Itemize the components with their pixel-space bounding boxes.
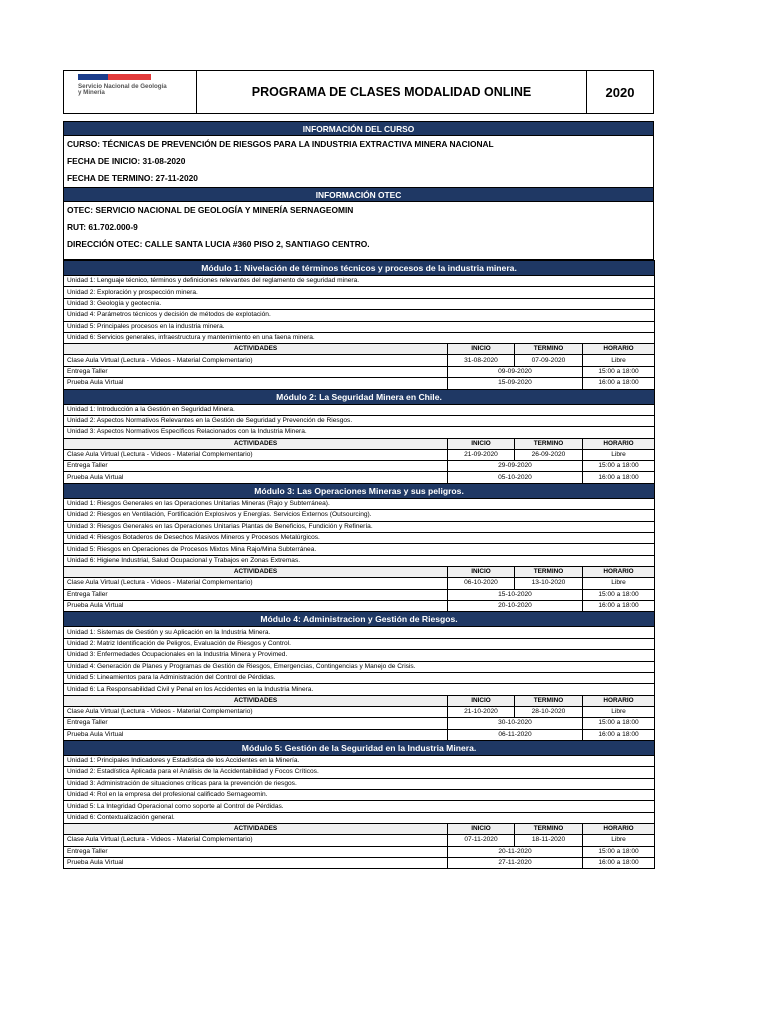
unit-row: [64, 544, 655, 555]
activities-header-row: [64, 695, 655, 706]
activity-schedule: 15:00 a 18:00: [583, 718, 655, 729]
unit-row: [64, 298, 655, 309]
module-header-row: [64, 483, 655, 498]
unit-text: Unidad 1: Riesgos Generales en las Operaciones Unitarias Mineras (Rajo y Subterránea).: [64, 498, 655, 509]
unit-text: Unidad 6: Contextualización general.: [64, 812, 655, 823]
activity-end: 13-10-2020: [515, 578, 583, 589]
unit-text: Unidad 2: Riesgos en Ventilación, Fortificación Explosivos y Energías. Servicios Externos (Outsourcing).: [64, 510, 655, 521]
column-termino: TERMINO: [515, 695, 583, 706]
unit-row: [64, 521, 655, 532]
activity-row: [64, 706, 655, 717]
column-horario: HORARIO: [583, 824, 655, 835]
activity-row: [64, 858, 655, 869]
column-horario: HORARIO: [583, 695, 655, 706]
modules-table: [63, 260, 655, 869]
unit-text: Unidad 1: Sistemas de Gestión y su Aplicación en la Industria Minera.: [64, 627, 655, 638]
module-header-row: [64, 389, 655, 404]
logo-red-bar: [108, 74, 151, 80]
activity-name: Entrega Taller: [64, 846, 448, 857]
activity-name: Prueba Aula Virtual: [64, 600, 448, 611]
document-header: [63, 70, 654, 114]
activity-name: Clase Aula Virtual (Lectura - Videos - Material Complementario): [64, 835, 448, 846]
activity-row: [64, 846, 655, 857]
activity-row: [64, 600, 655, 611]
unit-text: Unidad 6: Higiene Industrial, Salud Ocupacional y Trabajos en Zonas Extremas.: [64, 555, 655, 566]
activity-end: 28-10-2020: [515, 706, 583, 717]
activity-start: 07-11-2020: [448, 835, 515, 846]
unit-text: Unidad 3: Enfermedades Ocupacionales en la Industria Minera y Provimed.: [64, 650, 655, 661]
unit-row: [64, 801, 655, 812]
activity-row: [64, 355, 655, 366]
course-info-table: [63, 121, 654, 260]
unit-text: Unidad 2: Exploración y prospección minera.: [64, 287, 655, 298]
column-inicio: INICIO: [448, 438, 515, 449]
otec-rut: RUT: 61.702.000-9: [64, 219, 654, 236]
activity-row: [64, 578, 655, 589]
otec-section-title: INFORMACIÓN OTEC: [64, 188, 654, 202]
course-name: CURSO: TÉCNICAS DE PREVENCIÓN DE RIESGOS PARA LA INDUSTRIA EXTRACTIVA MINERA NACIONAL: [64, 136, 654, 154]
module-header-row: [64, 612, 655, 627]
unit-row: [64, 404, 655, 415]
activity-name: Entrega Taller: [64, 461, 448, 472]
activity-name: Prueba Aula Virtual: [64, 729, 448, 740]
document-title: PROGRAMA DE CLASES MODALIDAD ONLINE: [197, 71, 587, 113]
column-horario: HORARIO: [583, 344, 655, 355]
unit-row: [64, 287, 655, 298]
activity-row: [64, 589, 655, 600]
activity-name: Clase Aula Virtual (Lectura - Videos - Material Complementario): [64, 355, 448, 366]
activity-date: 15-09-2020: [448, 378, 583, 389]
unit-row: [64, 627, 655, 638]
unit-text: Unidad 5: Principales procesos en la industria minera.: [64, 321, 655, 332]
unit-text: Unidad 5: La Integridad Operacional como soporte al Control de Pérdidas.: [64, 801, 655, 812]
activity-name: Prueba Aula Virtual: [64, 858, 448, 869]
unit-row: [64, 755, 655, 766]
activity-schedule: 16:00 a 18:00: [583, 600, 655, 611]
activity-end: 26-09-2020: [515, 449, 583, 460]
otec-name: OTEC: SERVICIO NACIONAL DE GEOLOGÍA Y MINERÍA SERNAGEOMIN: [64, 202, 654, 220]
activity-row: [64, 835, 655, 846]
activity-end: 18-11-2020: [515, 835, 583, 846]
activity-schedule: Libre: [583, 355, 655, 366]
activity-date: 20-11-2020: [448, 846, 583, 857]
unit-text: Unidad 2: Estadística Aplicada para el Análisis de la Accidentabilidad y Focos Críticos.: [64, 767, 655, 778]
activity-schedule: Libre: [583, 449, 655, 460]
unit-row: [64, 672, 655, 683]
activity-name: Entrega Taller: [64, 718, 448, 729]
activity-name: Clase Aula Virtual (Lectura - Videos - Material Complementario): [64, 706, 448, 717]
unit-text: Unidad 3: Geología y geotecnia.: [64, 298, 655, 309]
unit-text: Unidad 4: Parámetros técnicos y decisión de métodos de explotación.: [64, 310, 655, 321]
unit-text: Unidad 5: Lineamientos para la Administración del Control de Pérdidas.: [64, 672, 655, 683]
activity-schedule: 15:00 a 18:00: [583, 846, 655, 857]
column-actividades: ACTIVIDADES: [64, 567, 448, 578]
activity-name: Clase Aula Virtual (Lectura - Videos - Material Complementario): [64, 449, 448, 460]
unit-row: [64, 276, 655, 287]
activities-header-row: [64, 567, 655, 578]
module-header-row: [64, 261, 655, 276]
unit-text: Unidad 6: La Responsabilidad Civil y Penal en los Accidentes en la Industria Minera.: [64, 684, 655, 695]
activity-date: 06-11-2020: [448, 729, 583, 740]
unit-text: Unidad 5: Riesgos en Operaciones de Procesos Mixtos Mina Rajo/Mina Subterránea.: [64, 544, 655, 555]
activities-header-row: [64, 824, 655, 835]
column-actividades: ACTIVIDADES: [64, 438, 448, 449]
activity-schedule: 15:00 a 18:00: [583, 366, 655, 377]
column-horario: HORARIO: [583, 567, 655, 578]
column-actividades: ACTIVIDADES: [64, 695, 448, 706]
activity-date: 09-09-2020: [448, 366, 583, 377]
activity-schedule: Libre: [583, 578, 655, 589]
unit-text: Unidad 6: Servicios generales, infraestructura y mantenimiento en una faena minera.: [64, 332, 655, 343]
activity-schedule: 15:00 a 18:00: [583, 461, 655, 472]
activity-name: Prueba Aula Virtual: [64, 472, 448, 483]
sernageomin-logo: [64, 71, 197, 113]
otec-address: DIRECCIÓN OTEC: CALLE SANTA LUCIA #360 PISO 2, SANTIAGO CENTRO.: [64, 236, 654, 253]
unit-text: Unidad 2: Aspectos Normativos Relevantes en la Gestión de Seguridad y Prevención de Riesgos.: [64, 415, 655, 426]
document-year: 2020: [605, 84, 635, 100]
column-termino: TERMINO: [515, 344, 583, 355]
unit-row: [64, 661, 655, 672]
column-inicio: INICIO: [448, 344, 515, 355]
activity-start: 21-10-2020: [448, 706, 515, 717]
activity-row: [64, 449, 655, 460]
activity-row: [64, 718, 655, 729]
unit-text: Unidad 4: Riesgos Botaderos de Desechos Masivos Mineros y Procesos Metalúrgicos.: [64, 533, 655, 544]
activity-schedule: Libre: [583, 835, 655, 846]
activity-date: 20-10-2020: [448, 600, 583, 611]
column-actividades: ACTIVIDADES: [64, 824, 448, 835]
unit-text: Unidad 3: Riesgos Generales en las Operaciones Unitarias Plantas de Beneficios, Fundición y Refinería.: [64, 521, 655, 532]
unit-text: Unidad 2: Matriz Identificación de Peligros, Evaluación de Riesgos y Control.: [64, 638, 655, 649]
column-inicio: INICIO: [448, 824, 515, 835]
unit-row: [64, 790, 655, 801]
activity-start: 06-10-2020: [448, 578, 515, 589]
unit-row: [64, 533, 655, 544]
activity-name: Entrega Taller: [64, 366, 448, 377]
activity-row: [64, 472, 655, 483]
activity-date: 27-11-2020: [448, 858, 583, 869]
activity-name: Prueba Aula Virtual: [64, 378, 448, 389]
column-termino: TERMINO: [515, 438, 583, 449]
unit-row: [64, 427, 655, 438]
unit-text: Unidad 4: Generación de Planes y Programas de Gestión de Riesgos, Emergencias, Contingencias y Manejo de Crisis.: [64, 661, 655, 672]
activity-schedule: Libre: [583, 706, 655, 717]
activity-schedule: 16:00 a 18:00: [583, 858, 655, 869]
module-title: Módulo 4: Administracion y Gestión de Riesgos.: [64, 612, 655, 627]
activity-date: 29-09-2020: [448, 461, 583, 472]
module-title: Módulo 2: La Seguridad Minera en Chile.: [64, 389, 655, 404]
unit-row: [64, 555, 655, 566]
unit-row: [64, 812, 655, 823]
unit-row: [64, 778, 655, 789]
activity-row: [64, 461, 655, 472]
activity-end: 07-09-2020: [515, 355, 583, 366]
unit-row: [64, 638, 655, 649]
unit-text: Unidad 1: Lenguaje técnico, términos y definiciones relevantes del reglamento de seguridad minera.: [64, 276, 655, 287]
column-inicio: INICIO: [448, 567, 515, 578]
activity-name: Clase Aula Virtual (Lectura - Videos - Material Complementario): [64, 578, 448, 589]
activity-date: 15-10-2020: [448, 589, 583, 600]
unit-text: Unidad 1: Introducción a la Gestión en Seguridad Minera.: [64, 404, 655, 415]
column-actividades: ACTIVIDADES: [64, 344, 448, 355]
activity-start: 31-08-2020: [448, 355, 515, 366]
activity-date: 30-10-2020: [448, 718, 583, 729]
activity-date: 05-10-2020: [448, 472, 583, 483]
activity-schedule: 16:00 a 18:00: [583, 729, 655, 740]
column-horario: HORARIO: [583, 438, 655, 449]
unit-text: Unidad 1: Principales Indicadores y Estadística de los Accidentes en la Minería.: [64, 755, 655, 766]
column-termino: TERMINO: [515, 567, 583, 578]
unit-row: [64, 332, 655, 343]
activities-header-row: [64, 438, 655, 449]
module-title: Módulo 1: Nivelación de términos técnicos y procesos de la industria minera.: [64, 261, 655, 276]
unit-row: [64, 650, 655, 661]
course-start-date: FECHA DE INICIO: 31-08-2020: [64, 153, 654, 170]
activity-schedule: 16:00 a 18:00: [583, 472, 655, 483]
unit-row: [64, 684, 655, 695]
column-termino: TERMINO: [515, 824, 583, 835]
course-section-title: INFORMACIÓN DEL CURSO: [64, 122, 654, 136]
unit-text: Unidad 4: Rol en la empresa del profesional calificado Sernageomin.: [64, 790, 655, 801]
activity-row: [64, 729, 655, 740]
module-title: Módulo 3: Las Operaciones Mineras y sus peligros.: [64, 483, 655, 498]
logo-blue-bar: [78, 74, 108, 80]
activity-schedule: 16:00 a 18:00: [583, 378, 655, 389]
column-inicio: INICIO: [448, 695, 515, 706]
course-end-date: FECHA DE TERMINO: 27-11-2020: [64, 170, 654, 188]
unit-row: [64, 415, 655, 426]
activity-schedule: 15:00 a 18:00: [583, 589, 655, 600]
activity-start: 21-09-2020: [448, 449, 515, 460]
activity-row: [64, 366, 655, 377]
logo-text: Servicio Nacional de Geología y Minería: [78, 83, 167, 97]
module-header-row: [64, 740, 655, 755]
unit-row: [64, 498, 655, 509]
unit-row: [64, 321, 655, 332]
unit-text: Unidad 3: Administración de situaciones críticas para la prevención de riesgos.: [64, 778, 655, 789]
activities-header-row: [64, 344, 655, 355]
module-title: Módulo 5: Gestión de la Seguridad en la Industria Minera.: [64, 740, 655, 755]
unit-row: [64, 310, 655, 321]
activity-row: [64, 378, 655, 389]
unit-row: [64, 767, 655, 778]
program-document: [63, 70, 654, 869]
unit-row: [64, 510, 655, 521]
unit-text: Unidad 3: Aspectos Normativos Específicos Relacionados con la Industria Minera.: [64, 427, 655, 438]
activity-name: Entrega Taller: [64, 589, 448, 600]
